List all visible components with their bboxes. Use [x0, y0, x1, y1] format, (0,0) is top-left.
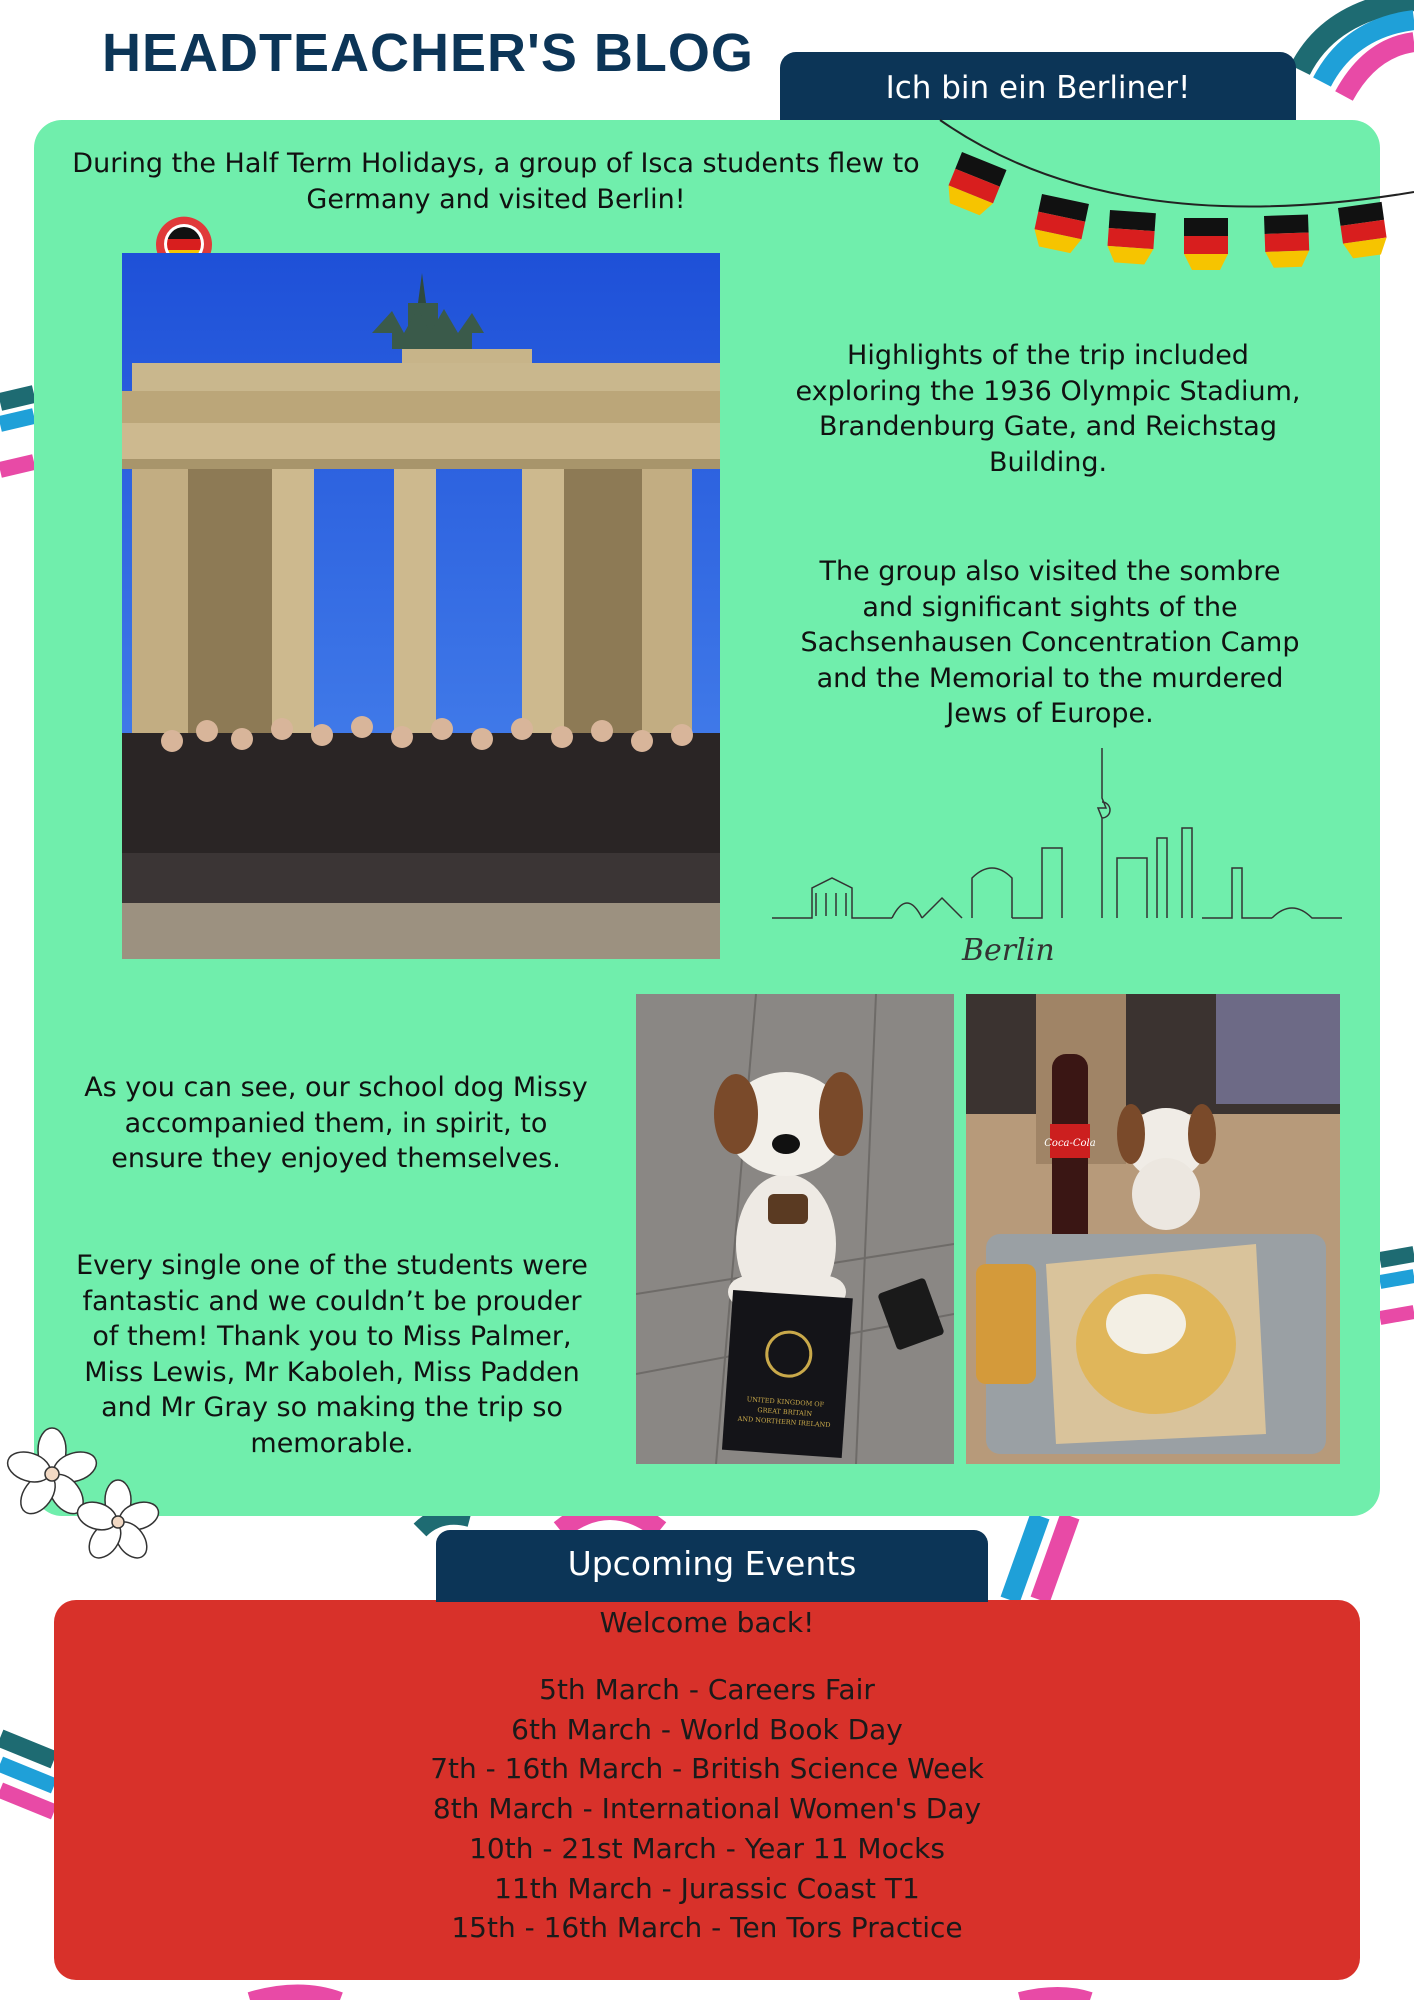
school-dog-text: As you can see, our school dog Missy accompanied them, in spirit, to ensure they enjoyed themselves.	[84, 1072, 588, 1174]
event-item: 15th - 16th March - Ten Tors Practice	[451, 1911, 963, 1945]
blog-title: HEADTEACHER'S BLOG	[102, 23, 754, 83]
svg-text:AND NORTHERN IRELAND: AND NORTHERN IRELAND	[737, 1414, 831, 1430]
thank-you-text: Every single one of the students were fantastic and we couldn’t be prouder of them! Thank you to Miss Palmer, Miss Lewis, Mr Kaboleh, Miss Padden and Mr Gray so making the trip so memorable.	[76, 1250, 588, 1459]
bunting-flag	[943, 152, 1007, 218]
bunting-flag	[1338, 202, 1389, 260]
welcome-back-text: Welcome back!	[599, 1606, 815, 1639]
svg-text:GREAT BRITAIN: GREAT BRITAIN	[757, 1406, 813, 1418]
highlights-text: Highlights of the trip included exploring the 1936 Olympic Stadium, Brandenburg Gate, and Reichstag Building.	[795, 340, 1301, 478]
bunting-flag	[1184, 218, 1228, 270]
skyline-caption: Berlin	[962, 933, 1055, 968]
intro-text: During the Half Term Holidays, a group of Isca students flew to Germany and visited Berlin!	[72, 148, 920, 215]
bunting-flag	[1106, 210, 1156, 265]
brandenburg-gate-group-photo	[122, 253, 720, 959]
event-item: 6th March - World Book Day	[511, 1712, 903, 1746]
upcoming-events-tab: Upcoming Events	[436, 1530, 988, 1602]
event-item: 7th - 16th March - British Science Week	[430, 1752, 984, 1786]
bunting-flag	[1031, 194, 1089, 255]
events-list	[54, 1670, 1360, 1948]
missy-with-passport-photo	[636, 994, 954, 1464]
flower-doodles	[0, 1412, 180, 1572]
berlin-skyline-illustration	[772, 748, 1342, 978]
svg-text:UNITED KINGDOM OF: UNITED KINGDOM OF	[746, 1395, 825, 1409]
article-tab-label: Ich bin ein Berliner!	[780, 52, 1296, 128]
bunting-flag	[1264, 214, 1310, 268]
event-item: 5th March - Careers Fair	[539, 1673, 875, 1706]
event-item: 11th March - Jurassic Coast T1	[494, 1871, 920, 1905]
memorial-text: The group also visited the sombre and significant sights of the Sachsenhausen Concentration Camp and the Memorial to the murdered Jews of Europe.	[800, 556, 1300, 729]
event-item: 10th - 21st March - Year 11 Mocks	[469, 1831, 945, 1865]
missy-with-food-photo	[966, 994, 1340, 1464]
event-item: 8th March - International Women's Day	[432, 1792, 982, 1826]
svg-text:Coca-Cola: Coca-Cola	[1044, 1138, 1096, 1149]
german-flag-bunting	[934, 112, 1414, 282]
